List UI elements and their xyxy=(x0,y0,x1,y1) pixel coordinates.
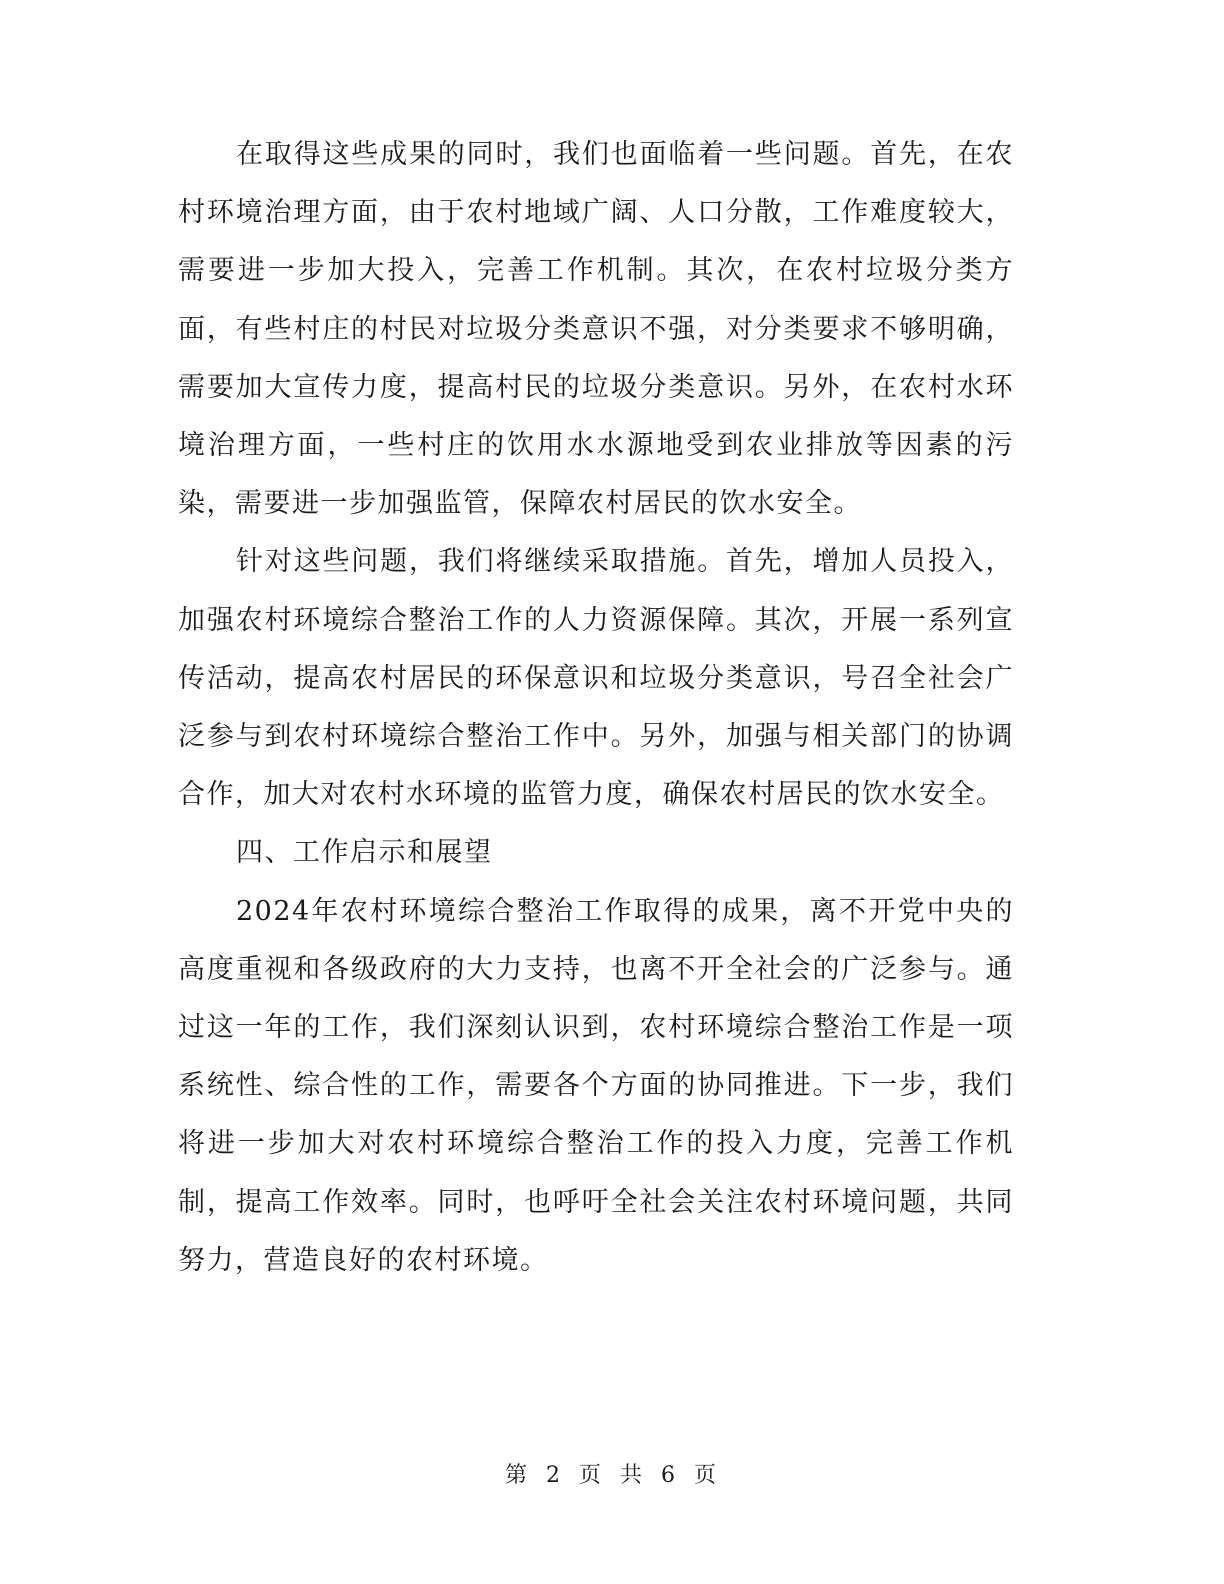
paragraph-measures: 针对这些问题，我们将继续采取措施。首先，增加人员投入，加强农村环境综合整治工作的人力资源保障。其次，开展一系列宣传活动，提高农村居民的环保意识和垃圾分类意识，号召全社会广泛参与到农村环境综合整治工作中。另外，加强与相关部门的协调合作，加大对农村水环境的监管力度，确保农村居民的饮水安全。 xyxy=(178,546,1014,811)
document-body xyxy=(178,126,1014,1290)
section-heading: 四、工作启示和展望 xyxy=(236,837,493,869)
page-footer: 第 2 页 共 6 页 xyxy=(505,1463,719,1488)
paragraph-problems: 在取得这些成果的同时，我们也面临着一些问题。首先，在农村环境治理方面，由于农村地域广阔、人口分散，工作难度较大，需要进一步加大投入，完善工作机制。其次，在农村垃圾分类方面，有些村庄的村民对垃圾分类意识不强，对分类要求不够明确，需要加大宣传力度，提高村民的垃圾分类意识。另外，在农村水环境治理方面，一些村庄的饮用水水源地受到农业排放等因素的污染，需要进一步加强监管，保障农村居民的饮水安全。 xyxy=(178,139,1014,520)
paragraph-outlook: 2024年农村环境综合整治工作取得的成果，离不开党中央的高度重视和各级政府的大力支持，也离不开全社会的广泛参与。通过这一年的工作，我们深刻认识到，农村环境综合整治工作是一项系统性、综合性的工作，需要各个方面的协同推进。下一步，我们将进一步加大对农村环境综合整治工作的投入力度，完善工作机制，提高工作效率。同时，也呼吁全社会关注农村环境问题，共同努力，营造良好的农村环境。 xyxy=(178,895,1014,1276)
